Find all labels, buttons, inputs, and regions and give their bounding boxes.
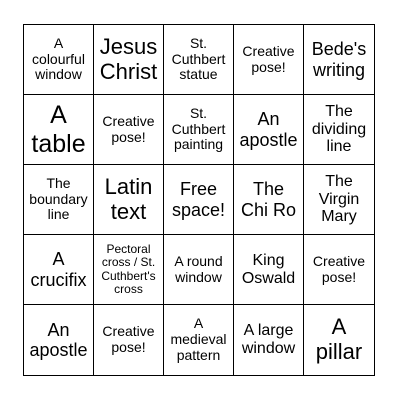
- bingo-cell[interactable]: [304, 25, 374, 95]
- bingo-cell-text: A table: [31, 100, 86, 158]
- bingo-cell[interactable]: [24, 25, 94, 95]
- bingo-cell-text: A pillar: [315, 314, 363, 364]
- bingo-cell[interactable]: [164, 95, 234, 165]
- bingo-cell-text: The Virgin Mary: [318, 172, 360, 226]
- bingo-cell-text: Latin text: [104, 173, 153, 224]
- bingo-cell[interactable]: [304, 235, 374, 305]
- bingo-cell-text: The Chi Ro: [240, 179, 297, 220]
- bingo-cell[interactable]: [304, 165, 374, 235]
- bingo-cell[interactable]: [164, 235, 234, 305]
- bingo-cell-text: Bede's writing: [311, 39, 367, 80]
- bingo-cell[interactable]: [164, 25, 234, 95]
- bingo-cell-text: Creative pose!: [242, 42, 295, 75]
- bingo-cell[interactable]: [234, 235, 304, 305]
- bingo-cell-text: St. Cuthbert painting: [171, 104, 226, 153]
- bingo-cell[interactable]: [24, 235, 94, 305]
- bingo-cell[interactable]: [24, 95, 94, 165]
- bingo-cell[interactable]: [304, 95, 374, 165]
- bingo-cell-text: St. Cuthbert statue: [171, 34, 226, 83]
- bingo-cell-text: A crucifix: [30, 249, 87, 290]
- bingo-cell[interactable]: [234, 25, 304, 95]
- bingo-cell-text: A large window: [241, 322, 296, 357]
- bingo-cell[interactable]: [24, 165, 94, 235]
- bingo-cell-text: The dividing line: [311, 102, 367, 156]
- bingo-cell-text: Jesus Christ: [99, 33, 158, 84]
- bingo-cell[interactable]: [24, 305, 94, 375]
- bingo-cell[interactable]: [94, 95, 164, 165]
- bingo-cell[interactable]: [234, 95, 304, 165]
- bingo-cell-text: Creative pose!: [102, 112, 155, 145]
- bingo-cell-text: King Oswald: [241, 251, 296, 287]
- bingo-cell[interactable]: [164, 305, 234, 375]
- bingo-cell-text: Free space!: [171, 179, 226, 220]
- bingo-cell[interactable]: [164, 165, 234, 235]
- bingo-cell[interactable]: [234, 165, 304, 235]
- bingo-cell-text: Pectoral cross / St. Cuthbert's cross: [101, 241, 156, 296]
- bingo-cell-text: Creative pose!: [312, 252, 366, 285]
- bingo-cell-text: An apostle: [29, 319, 88, 360]
- bingo-cell[interactable]: [94, 165, 164, 235]
- bingo-cell-text: A colourful window: [32, 34, 85, 83]
- bingo-cell[interactable]: [304, 305, 374, 375]
- bingo-cell-text: A medieval pattern: [170, 315, 227, 363]
- bingo-cell[interactable]: [234, 305, 304, 375]
- bingo-board: [23, 24, 375, 376]
- bingo-cell[interactable]: [94, 235, 164, 305]
- bingo-cell-text: A round window: [174, 252, 223, 285]
- bingo-cell[interactable]: [94, 305, 164, 375]
- bingo-cell-text: An apostle: [239, 109, 298, 150]
- bingo-cell[interactable]: [94, 25, 164, 95]
- bingo-cell-text: Creative pose!: [102, 323, 155, 355]
- bingo-cell-text: The boundary line: [29, 174, 88, 223]
